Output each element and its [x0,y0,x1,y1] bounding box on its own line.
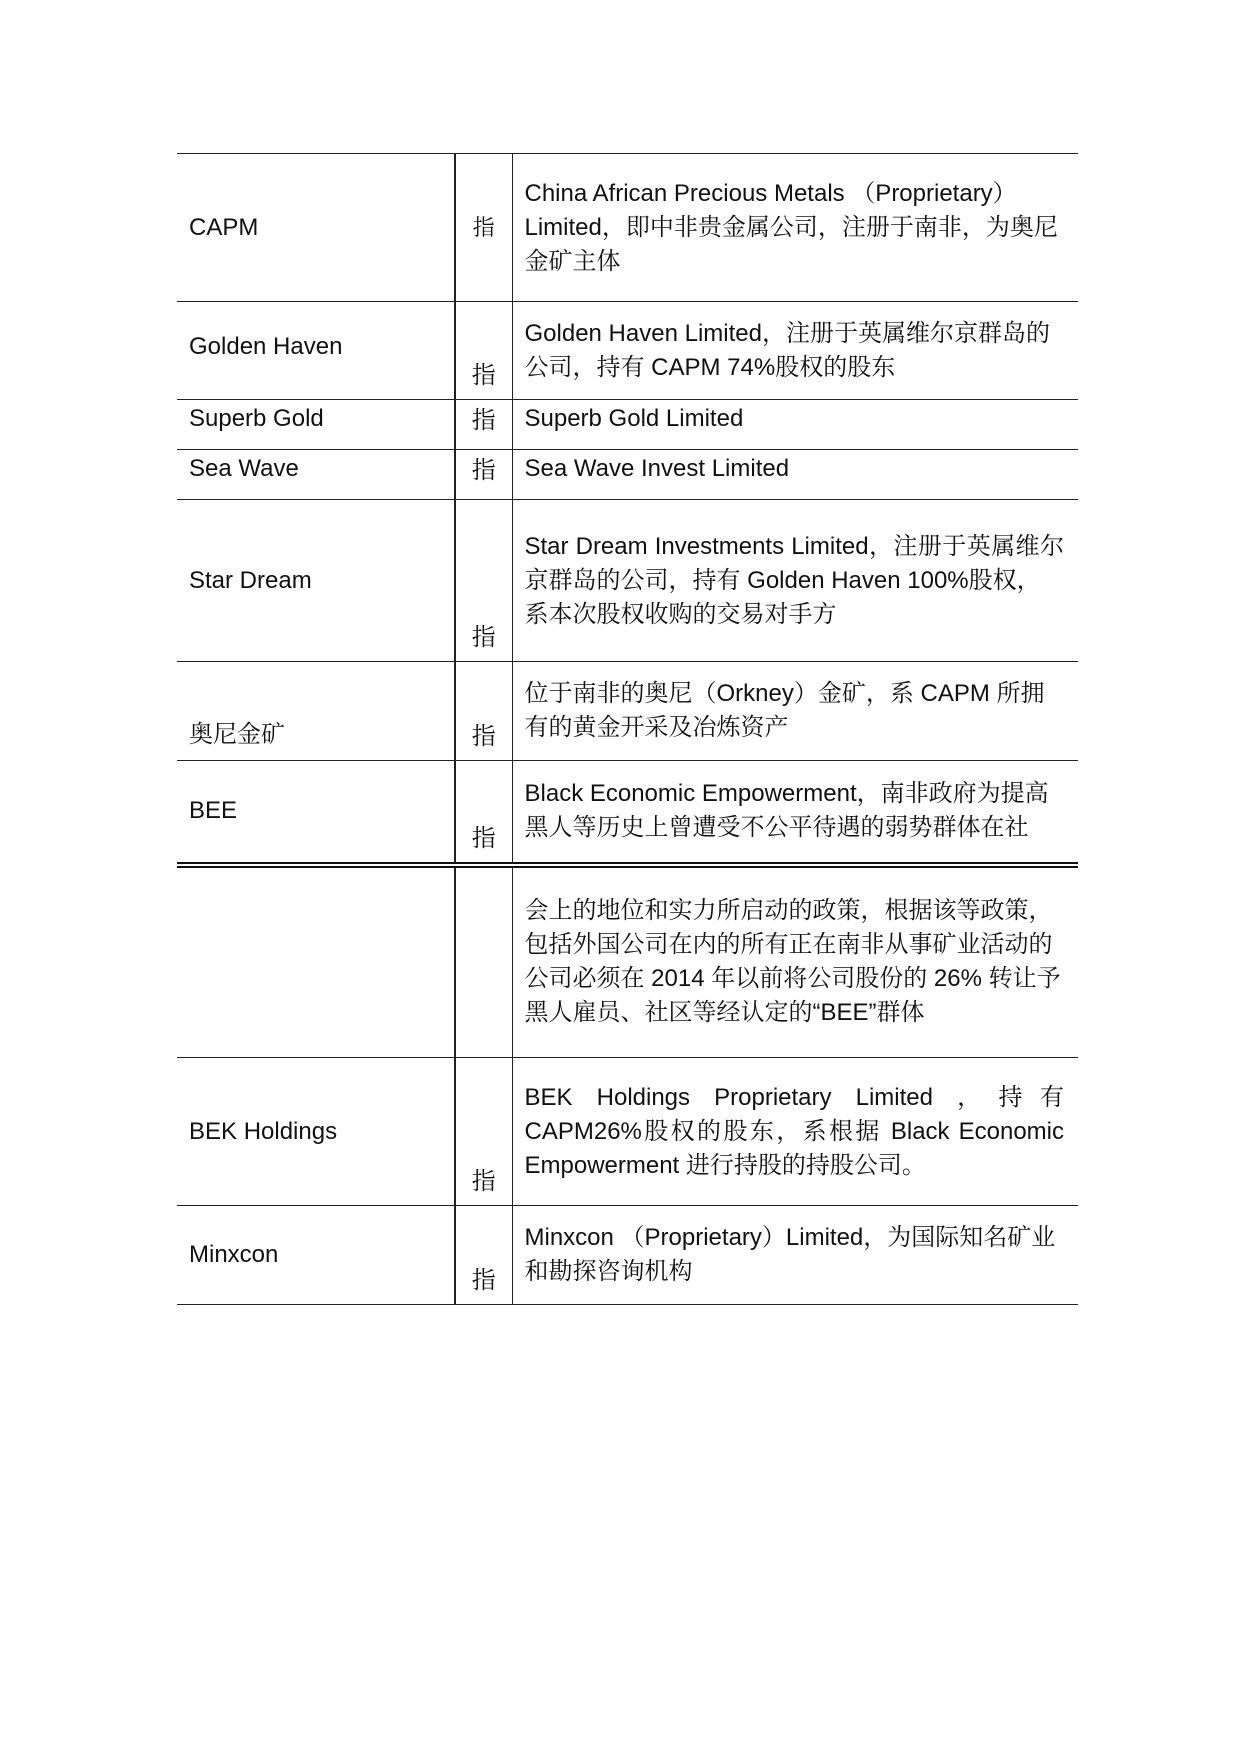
term-cell: Golden Haven [177,302,455,400]
mark-cell: 指 [455,302,512,400]
definitions-table [177,153,1078,1305]
mark-cell-empty [455,865,512,1058]
definition-text: Superb Gold Limited [524,405,744,432]
table-row [177,500,1078,662]
definition-text: China African Precious Metals （Proprietary） Limited，即中非贵金属公司，注册于南非，为奥尼金矿主体 [524,179,1058,275]
mark-cell: 指 [455,761,512,865]
table-row [177,865,1078,1058]
definition-cell [512,302,1078,400]
definition-cell [512,450,1078,500]
definition-cell [512,400,1078,450]
term-cell: CAPM [177,154,455,302]
definition-text: Star Dream Investments Limited，注册于英属维尔京群岛的公司，持有 Golden Haven 100%股权， [524,532,1064,594]
definition-text-continued: 会上的地位和实力所启动的政策，根据该等政策，包括外国公司在内的所有正在南非从事矿业活动的公司必须在 2014 年以前将公司股份的 26% 转让予黑人雇员、社区等经认定的“BEE”群体 [524,897,1061,1027]
table-row [177,400,1078,450]
definition-cell [512,500,1078,662]
mark-cell: 指 [455,450,512,500]
table-row [177,1206,1078,1305]
term-cell: Superb Gold [177,400,455,450]
definition-text: Black Economic Empowerment，南非政府为提高黑人等历史上曾遭受不公平待遇的弱势群体在社 [524,780,1049,842]
definition-cell [512,1206,1078,1305]
table-row [177,662,1078,761]
mark-cell: 指 [455,400,512,450]
definition-cell [512,1058,1078,1206]
mark-cell: 指 [455,154,512,302]
definition-text: Golden Haven Limited，注册于英属维尔京群岛的公司，持有 CAPM 74%股权的股东 [524,319,1050,381]
term-cell: Star Dream [177,500,455,662]
definition-text: BEK Holdings Proprietary Limited ，持有 CAPM26%股权的股东，系根据 Black Economic Empowerment 进行持股的持股公司。 [524,1083,1064,1179]
definition-cell [512,662,1078,761]
table-row [177,154,1078,302]
term-cell-empty [177,865,455,1058]
definition-cell [512,761,1078,865]
table-row [177,450,1078,500]
table-row [177,761,1078,865]
term-cell: BEE [177,761,455,865]
term-cell: 奥尼金矿 [177,662,455,761]
table-row [177,302,1078,400]
definition-text-continued: 系本次股权收购的交易对手方 [524,600,837,628]
mark-cell: 指 [455,500,512,662]
definition-cell [512,865,1078,1058]
definition-text: 位于南非的奥尼（Orkney）金矿，系 CAPM 所拥有的黄金开采及冶炼资产 [524,680,1045,741]
mark-cell: 指 [455,662,512,761]
term-cell: BEK Holdings [177,1058,455,1206]
mark-cell: 指 [455,1058,512,1206]
table-row [177,1058,1078,1206]
mark-cell: 指 [455,1206,512,1305]
definition-cell [512,154,1078,302]
term-cell: Minxcon [177,1206,455,1305]
definition-text: Minxcon （Proprietary）Limited，为国际知名矿业和勘探咨询机构 [524,1224,1056,1285]
definition-text: Sea Wave Invest Limited [524,455,790,482]
term-cell: Sea Wave [177,450,455,500]
